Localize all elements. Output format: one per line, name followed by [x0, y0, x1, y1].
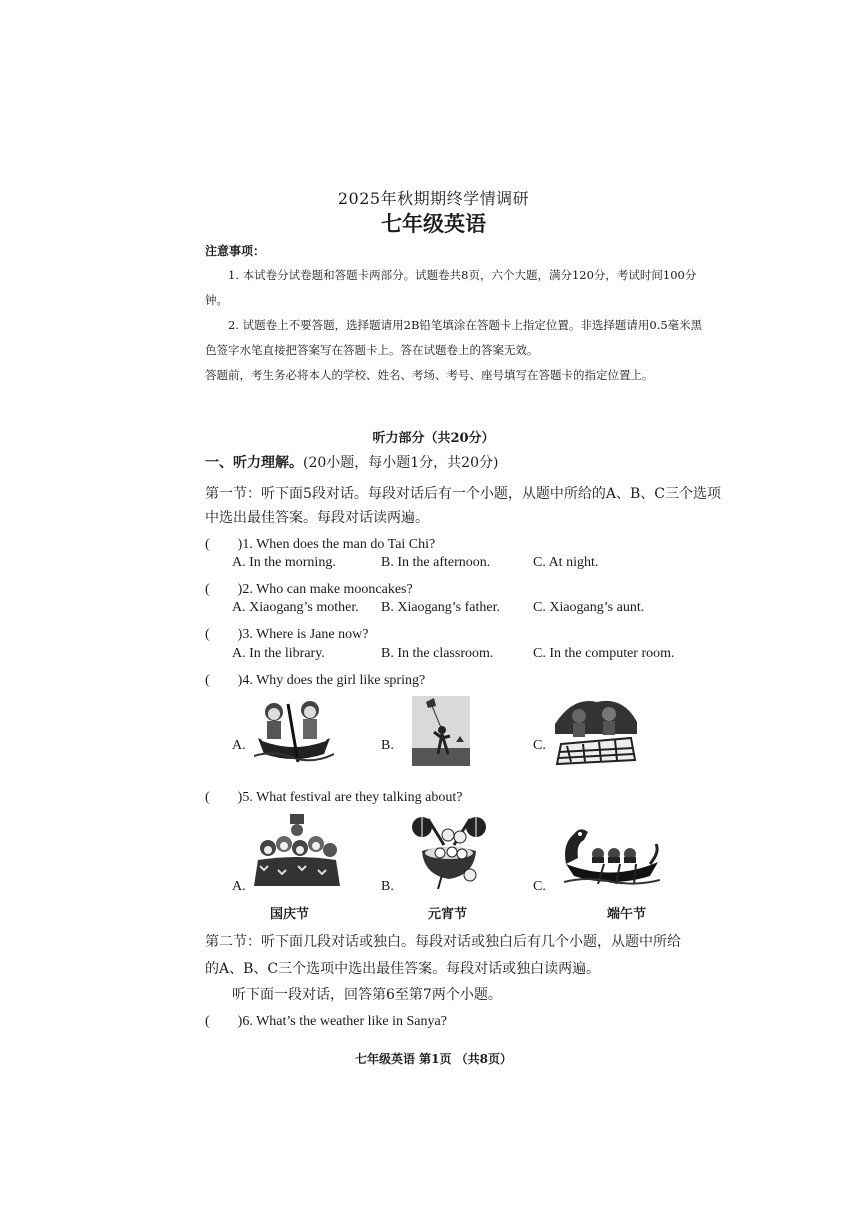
dragon-boat-image: [564, 824, 660, 886]
caption-national-day: 国庆节: [270, 907, 310, 922]
question-1-stem: ( )1. When does the man do Tai Chi?: [205, 537, 436, 552]
part-one-title: 一、听力理解。: [205, 455, 303, 471]
caption-lantern-festival: 元宵节: [428, 907, 468, 922]
question-5-label-b: B.: [381, 879, 394, 894]
question-3-option-c: C. In the computer room.: [533, 646, 675, 661]
question-6-stem: ( )6. What’s the weather like in Sanya?: [205, 1014, 447, 1029]
section2-instruction-line1: 第二节：听下面几段对话或独白。每段对话或独白后有几个小题，从题中所给: [205, 934, 681, 950]
section1-instruction-line1: 第一节：听下面5段对话。每段对话后有一个小题，从题中所给的A、B、C三个选项: [205, 486, 722, 502]
question-5-stem: ( )5. What festival are they talking about?: [205, 790, 463, 805]
question-4-label-c: C.: [533, 738, 546, 753]
question-1-option-c: C. At night.: [533, 555, 599, 570]
question-3-option-b: B. In the classroom.: [381, 646, 494, 661]
picnic-image: [553, 694, 639, 766]
note-line-1b: 钟。: [205, 293, 228, 307]
question-4-label-b: B.: [381, 738, 394, 753]
question-3-option-a: A. In the library.: [232, 646, 325, 661]
listening-section-title: 听力部分（共20分）: [372, 431, 495, 446]
question-4-stem: ( )4. Why does the girl like spring?: [205, 673, 426, 688]
notes-heading: 注意事项：: [205, 244, 266, 258]
question-1-option-b: B. In the afternoon.: [381, 555, 491, 570]
caption-dragon-boat-festival: 端午节: [607, 907, 647, 922]
kite-flying-image: [412, 696, 470, 766]
question-1-option-a: A. In the morning.: [232, 555, 336, 570]
note-line-2: 2. 试题卷上不要答题，选择题请用2B铅笔填涂在答题卡上指定位置。非选择题请用0.5毫米黑: [228, 318, 703, 332]
national-day-crowd-image: [254, 814, 340, 886]
note-line-1: 1. 本试卷分试卷题和答题卡两部分。试题卷共8页，六个大题，满分120分，考试时间100分: [228, 268, 697, 282]
section1-instruction-line2: 中选出最佳答案。每段对话读两遍。: [205, 510, 429, 526]
note-line-3: 答题前，考生务必将本人的学校、姓名、考场、考号、座号填写在答题卡的指定位置上。: [205, 368, 654, 382]
kids-boating-image: [254, 694, 334, 766]
lantern-festival-image: [408, 815, 490, 889]
exam-title: 2025年秋期期终学情调研: [337, 189, 530, 208]
page-footer: 七年级英语 第1页 （共8页）: [354, 1052, 513, 1066]
part-one-heading: [205, 452, 498, 472]
section2-instruction-line3: 听下面一段对话，回答第6至第7两个小题。: [232, 987, 502, 1003]
question-2-option-c: C. Xiaogang’s aunt.: [533, 600, 645, 615]
question-2-stem: ( )2. Who can make mooncakes?: [205, 582, 413, 597]
question-5-label-c: C.: [533, 879, 546, 894]
question-4-label-a: A.: [232, 738, 246, 753]
note-line-2b: 色签字水笔直接把答案写在答题卡上。答在试题卷上的答案无效。: [205, 343, 539, 357]
exam-subject: 七年级英语: [381, 211, 486, 236]
question-2-option-a: A. Xiaogang’s mother.: [232, 600, 359, 615]
question-2-option-b: B. Xiaogang’s father.: [381, 600, 500, 615]
section2-instruction-line2: 的A、B、C三个选项中选出最佳答案。每段对话或独白读两遍。: [205, 961, 601, 977]
question-3-stem: ( )3. Where is Jane now?: [205, 627, 369, 642]
part-one-detail: (20小题，每小题1分，共20分): [303, 455, 499, 471]
question-5-label-a: A.: [232, 879, 246, 894]
